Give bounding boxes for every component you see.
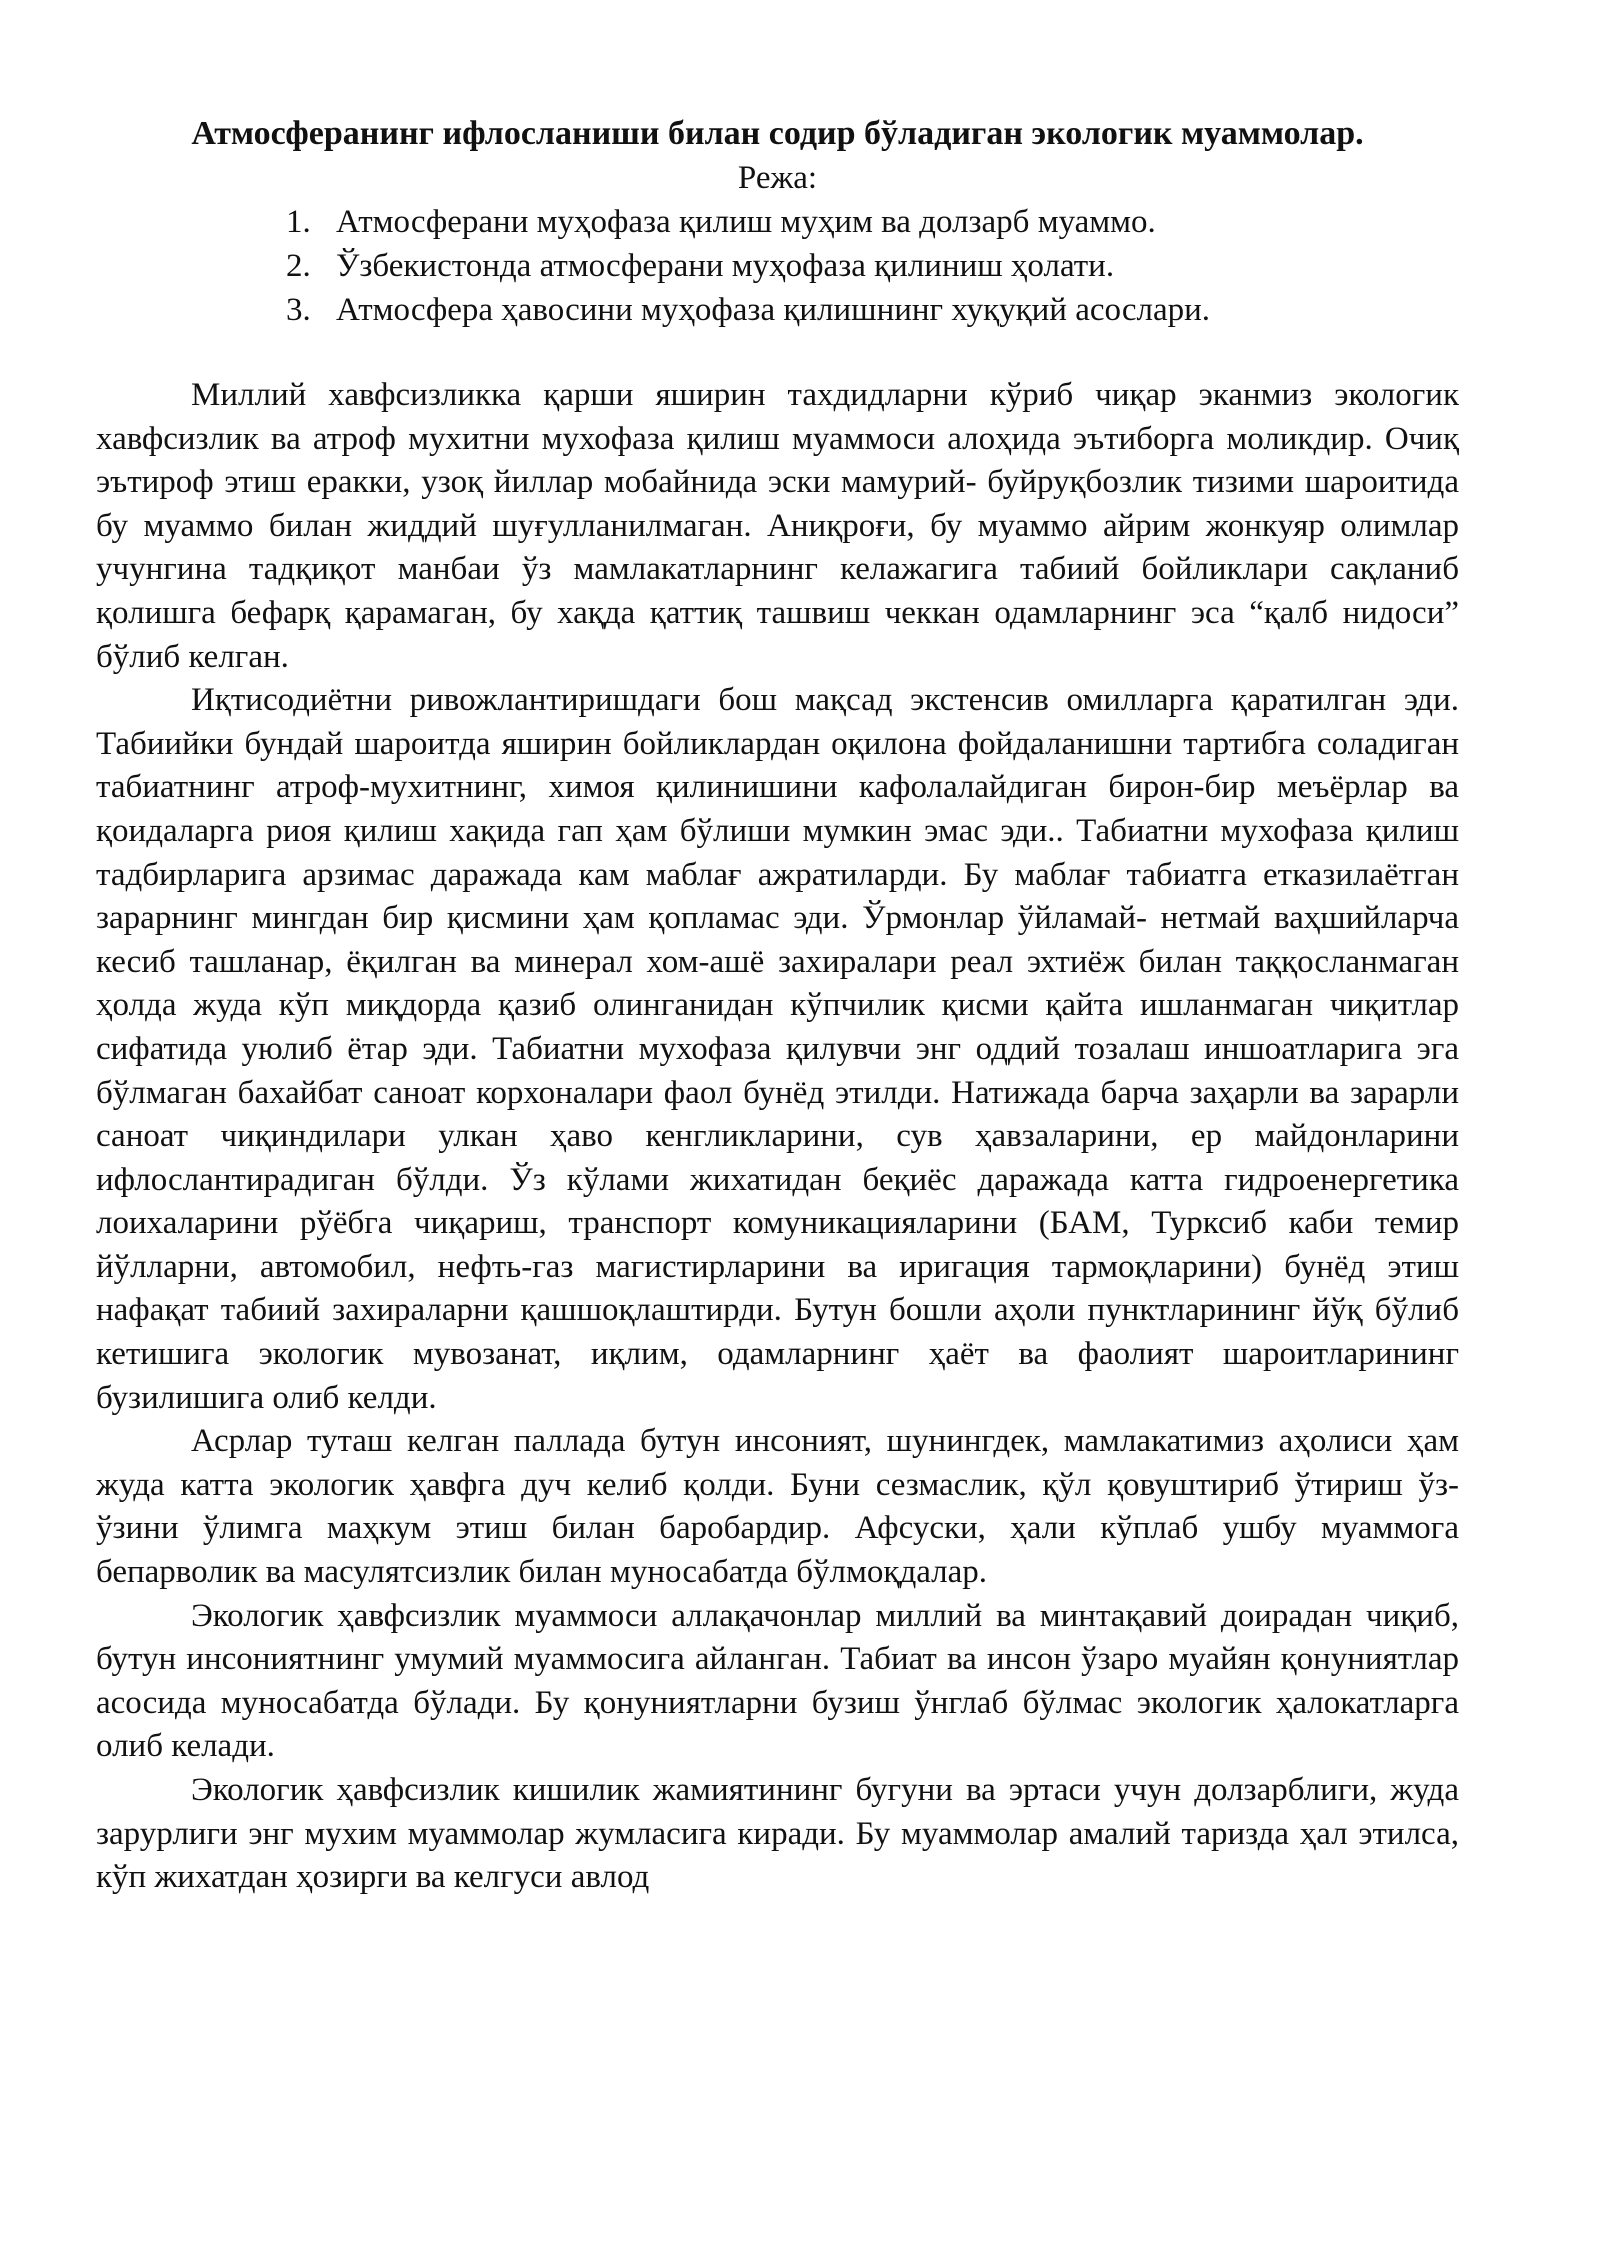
- body-text: [96, 374, 1459, 1900]
- plan-item: [286, 200, 1459, 244]
- paragraph: Асрлар туташ келган паллада бутун инсоният, шунингдек, мамлакатимиз аҳолиси ҳам жуда катта экологик ҳавфга дуч келиб қолди. Буни сезмаслик, қўл қовуштириб ўтириш ўз- ўзини ўлимга маҳкум этиш билан баробардир. Афсуски, ҳали кўплаб ушбу муаммога бепарволик ва масулятсизлик билан муносабатда бўлмоқдалар.: [96, 1423, 1459, 1591]
- plan-item-number: 3.: [286, 292, 311, 328]
- plan-label: Режа:: [737, 160, 818, 196]
- plan-item-text: Атмосферани муҳофаза қилиш муҳим ва долзарб муаммо.: [336, 204, 1156, 240]
- plan-item-number: 1.: [286, 204, 311, 240]
- plan-item: [286, 288, 1459, 332]
- paragraph: Экологик ҳавфсизлик кишилик жамиятининг бугуни ва эртаси учун долзарблиги, жуда зарурлиги энг мухим муаммолар жумласига киради. Бу муаммолар амалий таризда ҳал этилса, кўп жихатдан ҳозирги ва келгуси авлод: [96, 1772, 1459, 1896]
- plan-item: [286, 244, 1459, 288]
- plan-item-text: Атмосфера ҳавосини муҳофаза қилишнинг хуқуқий асослари.: [336, 292, 1211, 328]
- plan-item-text: Ўзбекистонда атмосферани муҳофаза қилиниш ҳолати.: [336, 248, 1115, 284]
- plan-item-number: 2.: [286, 248, 311, 284]
- document-content: [96, 112, 1459, 1900]
- paragraph: Миллий хавфсизликка қарши яширин тахдидларни кўриб чиқар эканмиз экологик хавфсизлик ва атроф мухитни мухофаза қилиш муаммоси алоҳида эътиборга моликдир. Очиқ эътироф этиш еракки, узоқ йиллар мобайнида эски мамурий- буйруқбозлик тизими шароитида бу муаммо билан жиддий шуғулланилмаган. Аниқроғи, бу муаммо айрим жонкуяр олимлар учунгина тадқиқот манбаи ўз мамлакатларнинг келажагига табиий бойликлари сақланиб қолишга бефарқ қарамаган, бу хақда қаттиқ ташвиш чеккан одамларнинг эса “қалб нидоси” бўлиб келган.: [96, 377, 1459, 675]
- paragraph: Иқтисодиётни ривожлантиришдаги бош мақсад экстенсив омилларга қаратилган эди. Табиийки бундай шароитда яширин бойликлардан оқилона фойдаланишни тартибга соладиган табиатнинг атроф-мухитнинг, химоя қилинишини кафолалайдиган бирон-бир меъёрлар ва қоидаларга риоя қилиш хақида гап ҳам бўлиши мумкин эмас эди.. Табиатни мухофаза қилиш тадбирларига арзимас даражада кам маблағ ажратиларди. Бу маблағ табиатга етказилаётган зарарнинг мингдан бир қисмини ҳам қопламас эди. Ўрмонлар ўйламай- нетмай ваҳшийларча кесиб ташланар, ёқилган ва минерал хом-ашё захиралари реал эхтиёж билан таққосланмаган ҳолда жуда кўп миқдорда қазиб олинганидан кўпчилик қисми қайта ишланмаган чиқитлар сифатида уюлиб ётар эди. Табиатни мухофаза қилувчи энг оддий тозалаш иншоатларига эга бўлмаган бахайбат саноат корхоналари фаол бунёд этилди. Натижада барча заҳарли ва зарарли саноат чиқиндилари улкан ҳаво кенгликларини, сув ҳавзаларини, ер майдонларини ифлослантирадиган бўлди. Ўз кўлами жихатидан беқиёс даражада катта гидроенергетика лоихаларини рўёбга чиқариш, транспорт комуникацияларини (БАМ, Турксиб каби темир йўлларни, автомобил, нефть-газ магистирларини ва иригация тармоқларини) бунёд этиш нафақат табиий захираларни қашшоқлаштирди. Бутун бошли аҳоли пунктларининг йўқ бўлиб кетишига экологик мувозанат, иқлим, одамларнинг ҳаёт ва фаолият шароитларининг бузилишига олиб келди.: [96, 682, 1459, 1416]
- document-title: Атмосферанинг ифлосланиши билан содир бўладиган экологик муаммолар.: [191, 115, 1364, 152]
- plan-list: [96, 200, 1459, 332]
- paragraph: Экологик ҳавфсизлик муаммоси аллақачонлар миллий ва минтақавий доирадан чиқиб, бутун инсониятнинг умумий муаммосига айланган. Табиат ва инсон ўзаро муайян қонуниятлар асосида муносабатда бўлади. Бу қонуниятларни бузиш ўнглаб бўлмас экологик ҳалокатларга олиб келади.: [96, 1597, 1459, 1765]
